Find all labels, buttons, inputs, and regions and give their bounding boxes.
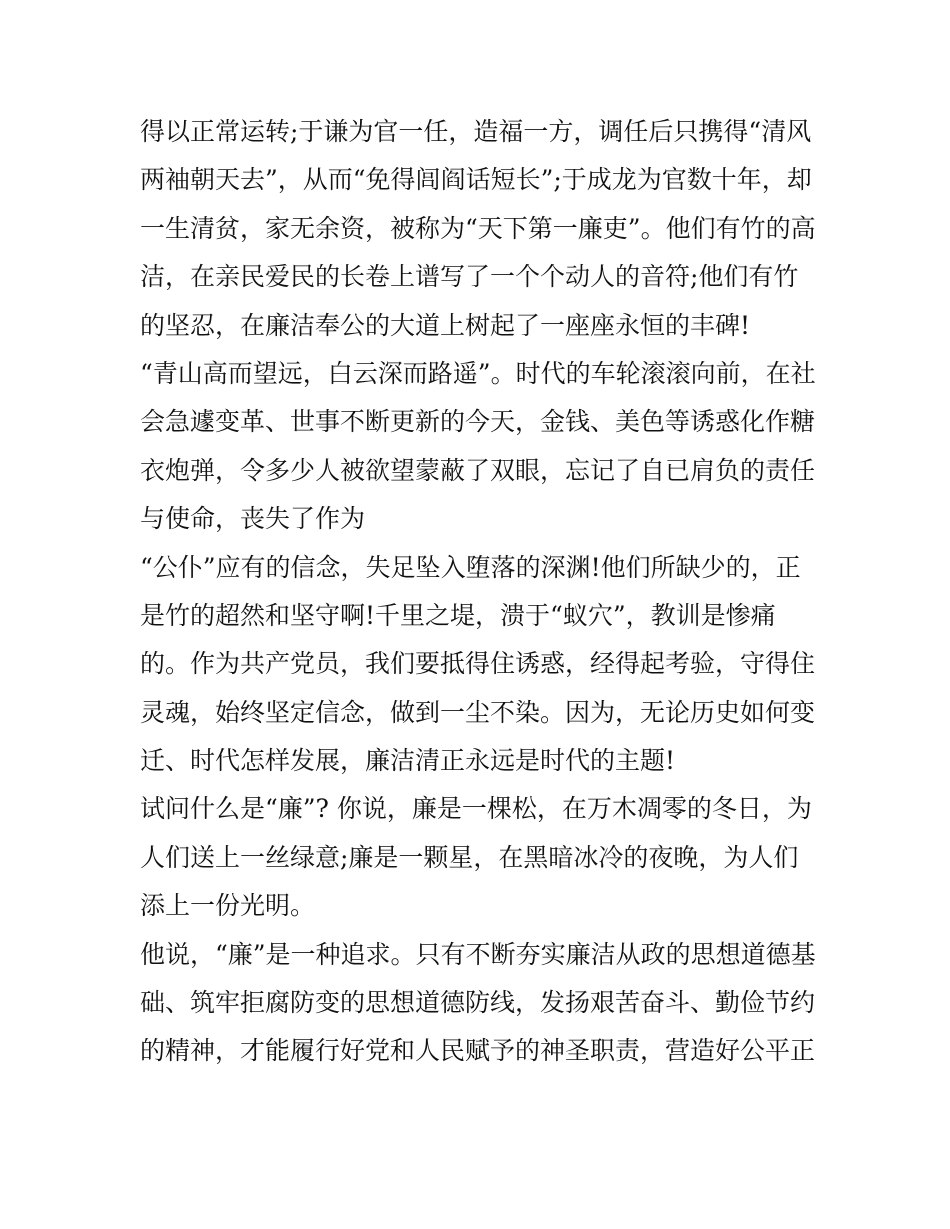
text-line: “青山高而望远，白云深而路遥”。时代的车轮滚滚向前，在社 — [140, 358, 816, 388]
text-line: 灵魂，始终坚定信念，做到一尘不染。因为，无论历史如何变 — [140, 697, 816, 727]
text-line: 衣炮弹，令多少人被欲望蒙蔽了双眼，忘记了自已肩负的责任 — [140, 455, 816, 485]
text-line: 与使命，丧失了作为 — [140, 504, 366, 534]
text-line: 人们送上一丝绿意;廉是一颗星，在黑暗冰冷的夜晚，为人们 — [140, 842, 799, 872]
text-line: 迁、时代怎样发展，廉洁清正永远是时代的主题! — [140, 746, 676, 776]
text-line: 他说，“廉”是一种追求。只有不断夯实廉洁从政的思想道德基 — [140, 939, 816, 969]
text-line: 是竹的超然和坚守啊!千里之堤，溃于“蚁穴”，教训是惨痛 — [140, 600, 776, 630]
text-line: 试问什么是“廉”? 你说，廉是一棵松，在万木凋零的冬日，为 — [140, 794, 812, 824]
text-line: 的。作为共产党员，我们要抵得住诱惑，经得起考验，守得住 — [140, 649, 816, 679]
text-line: 会急遽变革、世事不断更新的今天，金钱、美色等诱惑化作糖 — [140, 407, 816, 437]
text-line: 础、筑牢拒腐防变的思想道德防线，发扬艰苦奋斗、勤俭节约 — [140, 988, 816, 1018]
text-line: 添上一份光明。 — [140, 891, 316, 921]
text-line: 一生清贫，家无余资，被称为“天下第一廉吏”。他们有竹的高 — [140, 213, 816, 243]
text-line: 得以正常运转;于谦为官一任，造福一方，调任后只携得“清风 — [140, 117, 812, 146]
text-line: 洁，在亲民爱民的长卷上谱写了一个个动人的音符;他们有竹 — [140, 262, 799, 292]
text-line: 的坚忍，在廉洁奉公的大道上树起了一座座永恒的丰碑! — [140, 310, 751, 340]
document-body — [140, 108, 830, 1076]
text-line: 两袖朝天去”，从而“免得闾阎话短长”;于成龙为官数十年，却 — [140, 165, 812, 195]
text-line: “公仆”应有的信念，失足坠入堕落的深渊!他们所缺少的，正 — [140, 552, 801, 582]
text-line: 的精神，才能履行好党和人民赋予的神圣职责，营造好公平正 — [140, 1036, 816, 1066]
